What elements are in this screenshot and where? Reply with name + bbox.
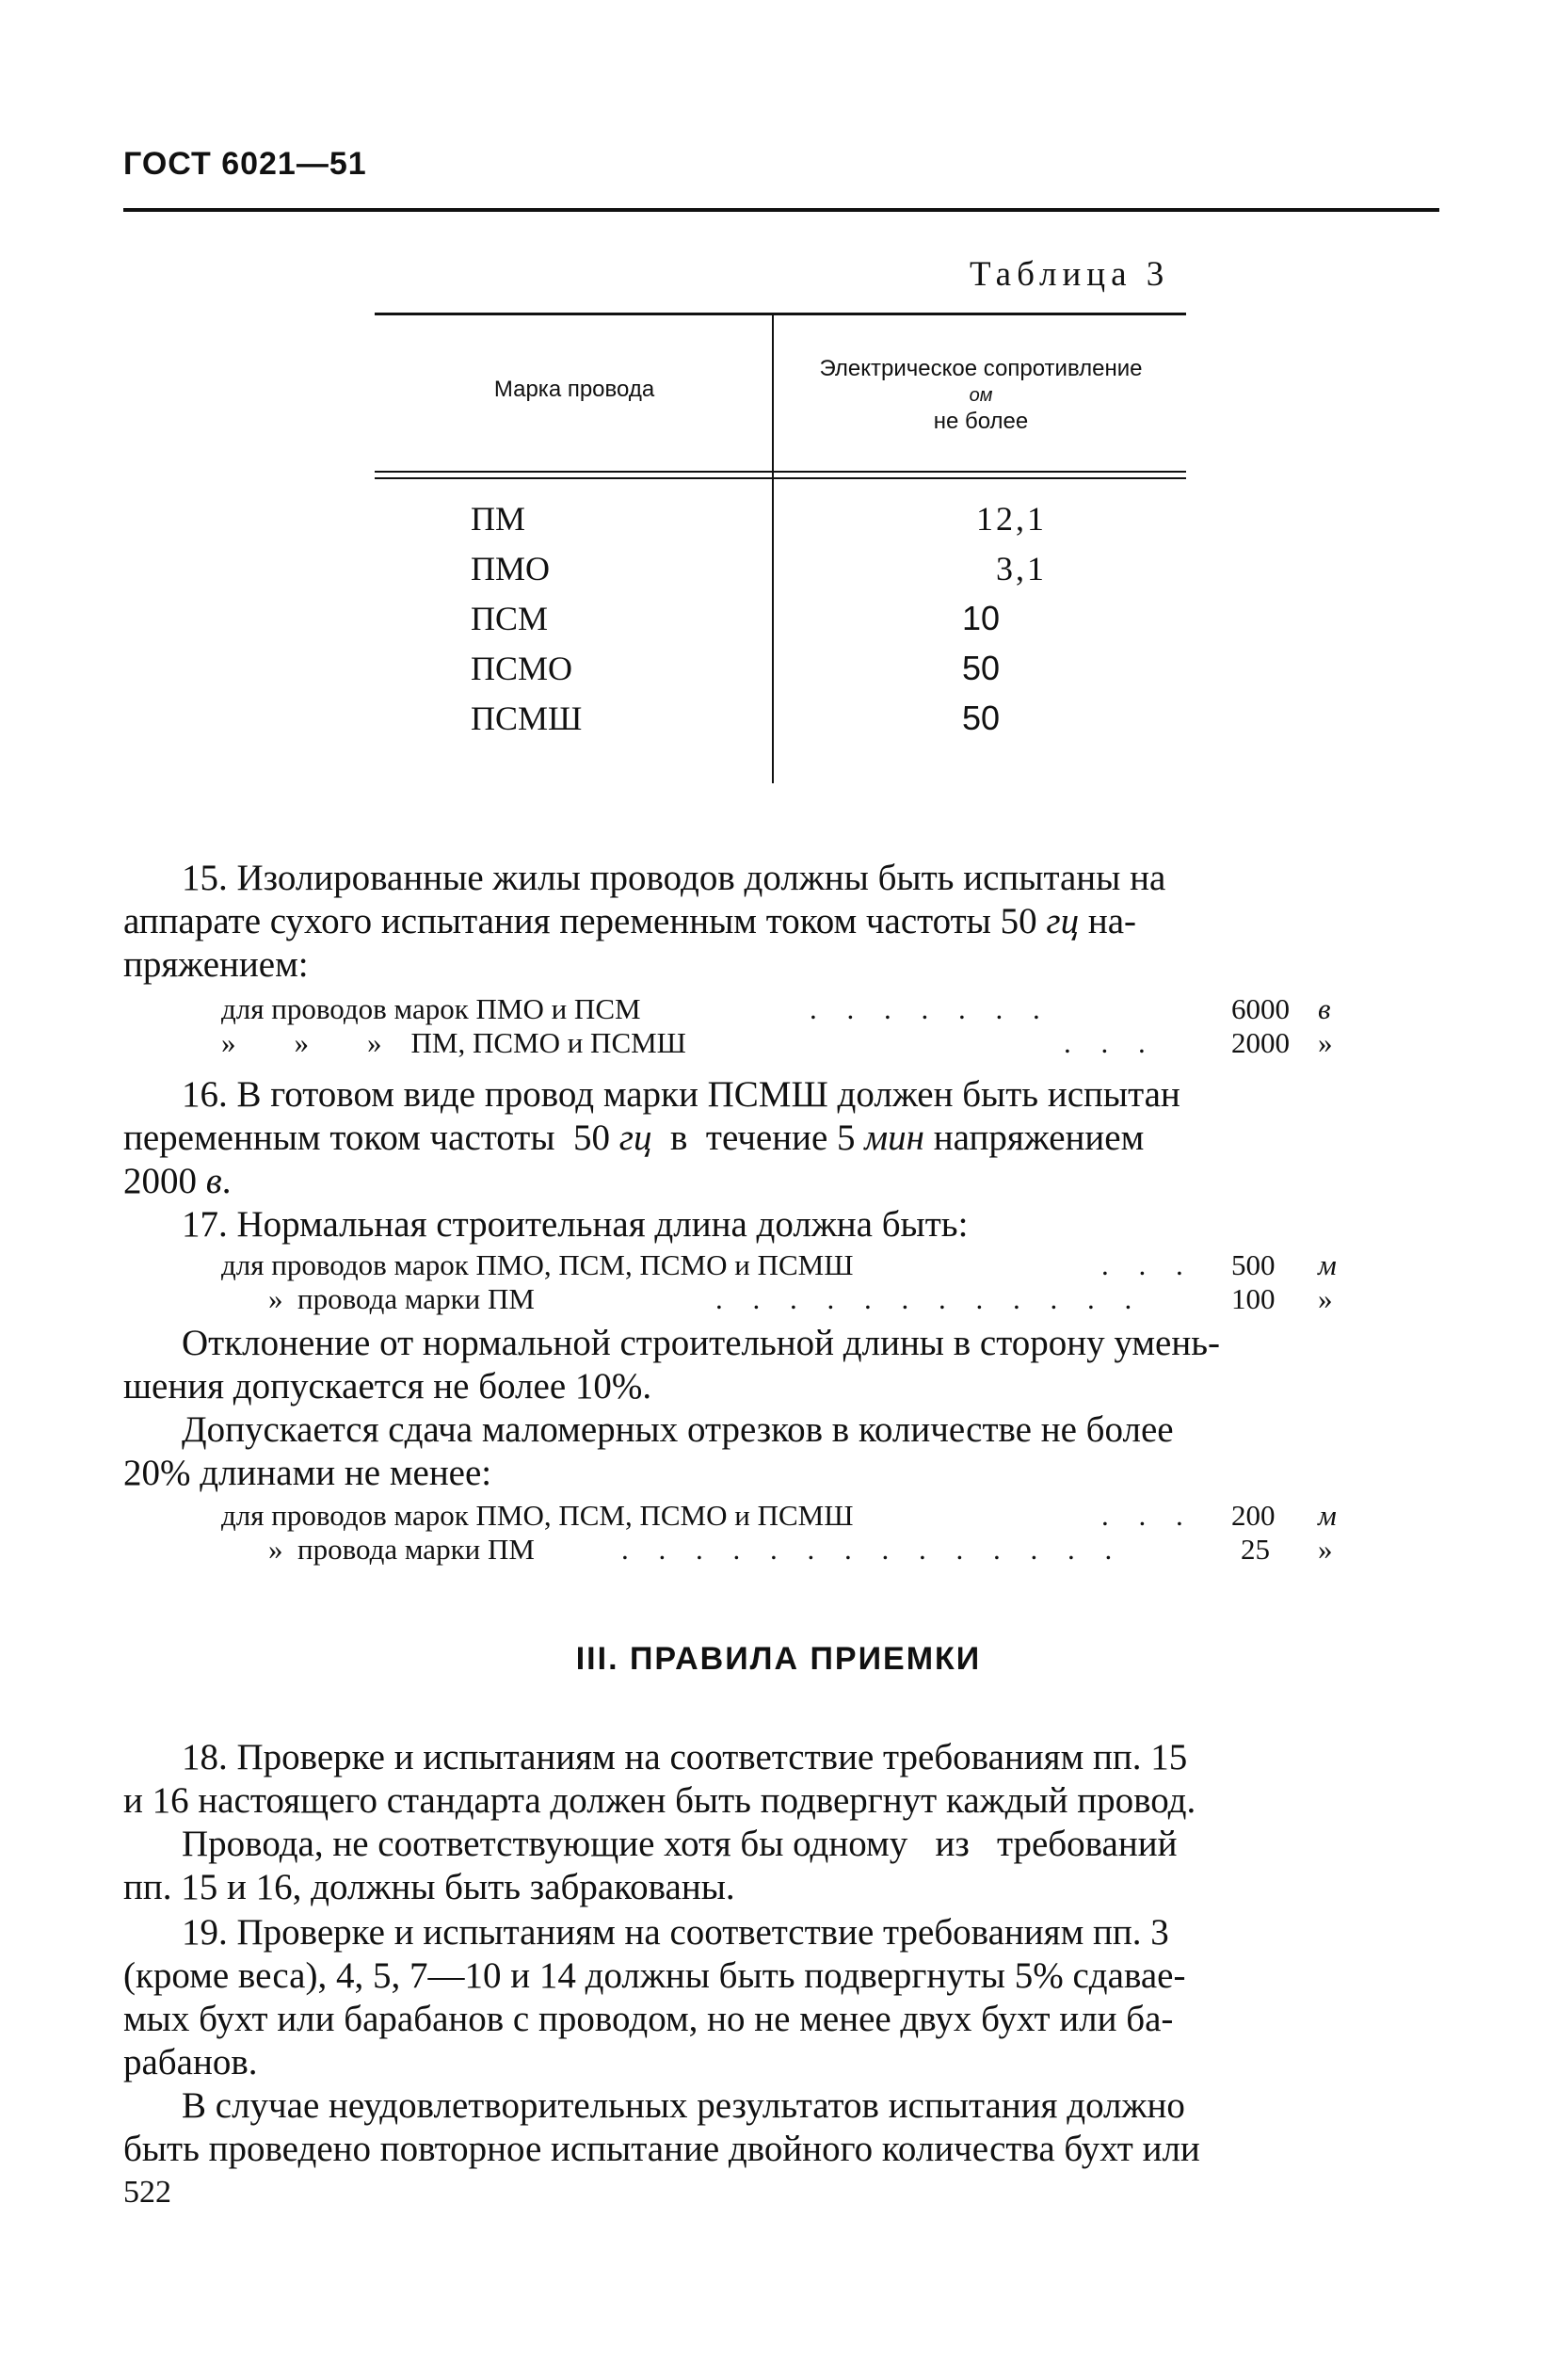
unit-hz: гц — [618, 1118, 652, 1158]
p15-list-unit-2: » — [1318, 1026, 1333, 1059]
p17-list2-label-2: » провода марки ПМ — [268, 1533, 535, 1566]
table-header-rule-1 — [375, 471, 1186, 473]
table-row — [377, 599, 1035, 649]
wire-mark: ПСМО — [471, 650, 573, 687]
resistance-value: 12,1 — [976, 500, 1047, 538]
table-header-resistance — [774, 356, 1188, 435]
resistance-header-title: Электрическое сопротивление — [819, 356, 1143, 381]
p17-deviation-line-1: Отклонение от нормальной строительной длины в сторону умень- — [182, 1323, 1221, 1363]
p17-list2-label-1: для проводов марок ПМО, ПСМ, ПСМО и ПСМШ — [221, 1499, 854, 1532]
p19-line-4: рабанов. — [123, 2042, 258, 2082]
unit-hz: гц — [1046, 901, 1080, 941]
p19-line-1: 19. Проверке и испытаниям на соответствие требованиям пп. 3 — [182, 1912, 1169, 1953]
p17-short-line-2: 20% длинами не менее: — [123, 1453, 492, 1493]
p17-list2-unit-1: м — [1318, 1499, 1337, 1532]
p16-line-2-text: переменным током частоты 50 — [123, 1118, 619, 1158]
wire-mark: ПМ — [471, 500, 526, 538]
p15-line-2-text: аппарате сухого испытания переменным током частоты 50 — [123, 901, 1047, 941]
p17-list2-dots-1: . . . — [1101, 1499, 1195, 1532]
header-rule — [123, 208, 1439, 212]
p18-line-2: и 16 настоящего стандарта должен быть подвергнут каждый провод. — [123, 1780, 1196, 1821]
p16-line-3-text: 2000 — [123, 1161, 206, 1201]
p19-line-3: мых бухт или барабанов с проводом, но не менее двух бухт или ба- — [123, 1999, 1174, 2039]
p15-list-value-2: 2000 — [1231, 1026, 1290, 1059]
resistance-value: 3,1 — [996, 550, 1047, 587]
p16-line-1: 16. В готовом виде провод марки ПСМШ должен быть испытан — [182, 1074, 1180, 1115]
p17-line-1: 17. Нормальная строительная длина должна быть: — [182, 1204, 969, 1245]
unit-min: мин — [864, 1118, 925, 1158]
p15-line-2 — [123, 900, 1136, 942]
p19-line-6: быть проведено повторное испытание двойного количества бухт или — [123, 2129, 1200, 2169]
p15-line-3: пряжением: — [123, 944, 309, 985]
p17-list-unit-1: м — [1318, 1248, 1337, 1281]
p19-line-2: (кроме веса), 4, 5, 7—10 и 14 должны быть подвергнуты 5% сдавае- — [123, 1955, 1186, 1996]
p16-line-3 — [123, 1160, 231, 1202]
p15-list-label-1: для проводов марок ПМО и ПСМ — [221, 992, 641, 1025]
p18-line-3: Провода, не соответствующие хотя бы одному из требований — [182, 1824, 1178, 1864]
p17-list2-value-2: 25 — [1241, 1533, 1270, 1566]
p16-line-2-end: напряжением — [924, 1118, 1145, 1158]
table-top-rule — [375, 313, 1186, 315]
p16-line-2 — [123, 1117, 1144, 1159]
table-row — [377, 649, 1035, 699]
p15-list-dots-2: . . . — [1064, 1026, 1157, 1059]
table-header-mark: Марка провода — [493, 377, 655, 402]
p18-line-4: пп. 15 и 16, должны быть забракованы. — [123, 1867, 735, 1907]
p17-list-unit-2: » — [1318, 1282, 1333, 1315]
p17-list-value-2: 100 — [1231, 1282, 1276, 1315]
p17-list2-unit-2: » — [1318, 1533, 1333, 1566]
table-row — [377, 549, 1047, 599]
p16-line-3-end: . — [221, 1161, 232, 1201]
unit-volt: в — [205, 1161, 222, 1201]
p17-short-line-1: Допускается сдача маломерных отрезков в количестве не более — [182, 1409, 1174, 1450]
wire-mark: ПМО — [471, 550, 551, 587]
p17-list-dots-2: . . . . . . . . . . . . — [715, 1282, 1144, 1315]
resistance-header-unit: ом — [969, 385, 993, 406]
p17-list2-value-1: 200 — [1231, 1499, 1276, 1532]
table-row — [377, 499, 1047, 549]
resistance-value: 10 — [961, 599, 1000, 637]
p18-line-1: 18. Проверке и испытаниям на соответствие требованиям пп. 15 — [182, 1737, 1188, 1777]
resistance-value: 50 — [961, 649, 1000, 687]
table-header-rule-2 — [375, 477, 1186, 479]
p15-list-value-1: 6000 — [1231, 992, 1290, 1025]
document-header: ГОСТ 6021—51 — [123, 146, 367, 182]
section-heading: III. ПРАВИЛА ПРИЕМКИ — [575, 1641, 982, 1677]
page-number: 522 — [123, 2175, 171, 2210]
p17-list-label-1: для проводов марок ПМО, ПСМ, ПСМО и ПСМШ — [221, 1248, 854, 1281]
p15-list-unit-1: в — [1318, 992, 1331, 1025]
p16-line-2-mid: в течение 5 — [651, 1118, 865, 1158]
p15-line-2-end: на- — [1079, 901, 1137, 941]
p17-list2-dots-2: . . . . . . . . . . . . . . — [621, 1533, 1124, 1566]
p17-list-value-1: 500 — [1231, 1248, 1276, 1281]
p15-line-1: 15. Изолированные жилы проводов должны быть испытаны на — [182, 858, 1166, 898]
p15-list-label-2: » » » ПМ, ПСМО и ПСМШ — [221, 1026, 686, 1059]
wire-mark: ПСМШ — [471, 700, 583, 737]
p15-list-dots-1: . . . . . . . — [810, 992, 1051, 1025]
resistance-value: 50 — [961, 699, 1000, 737]
p17-deviation-line-2: шения допускается не более 10%. — [123, 1366, 652, 1407]
p17-list-label-2: » провода марки ПМ — [268, 1282, 535, 1315]
table-body — [377, 499, 1047, 748]
table-caption: Таблица 3 — [970, 255, 1170, 294]
resistance-header-limit: не более — [933, 409, 1029, 434]
table-row — [377, 699, 1035, 748]
p17-list-dots-1: . . . — [1101, 1248, 1195, 1281]
wire-mark: ПСМ — [471, 600, 549, 637]
p19-line-5: В случае неудовлетворительных результатов испытания должно — [182, 2085, 1185, 2126]
